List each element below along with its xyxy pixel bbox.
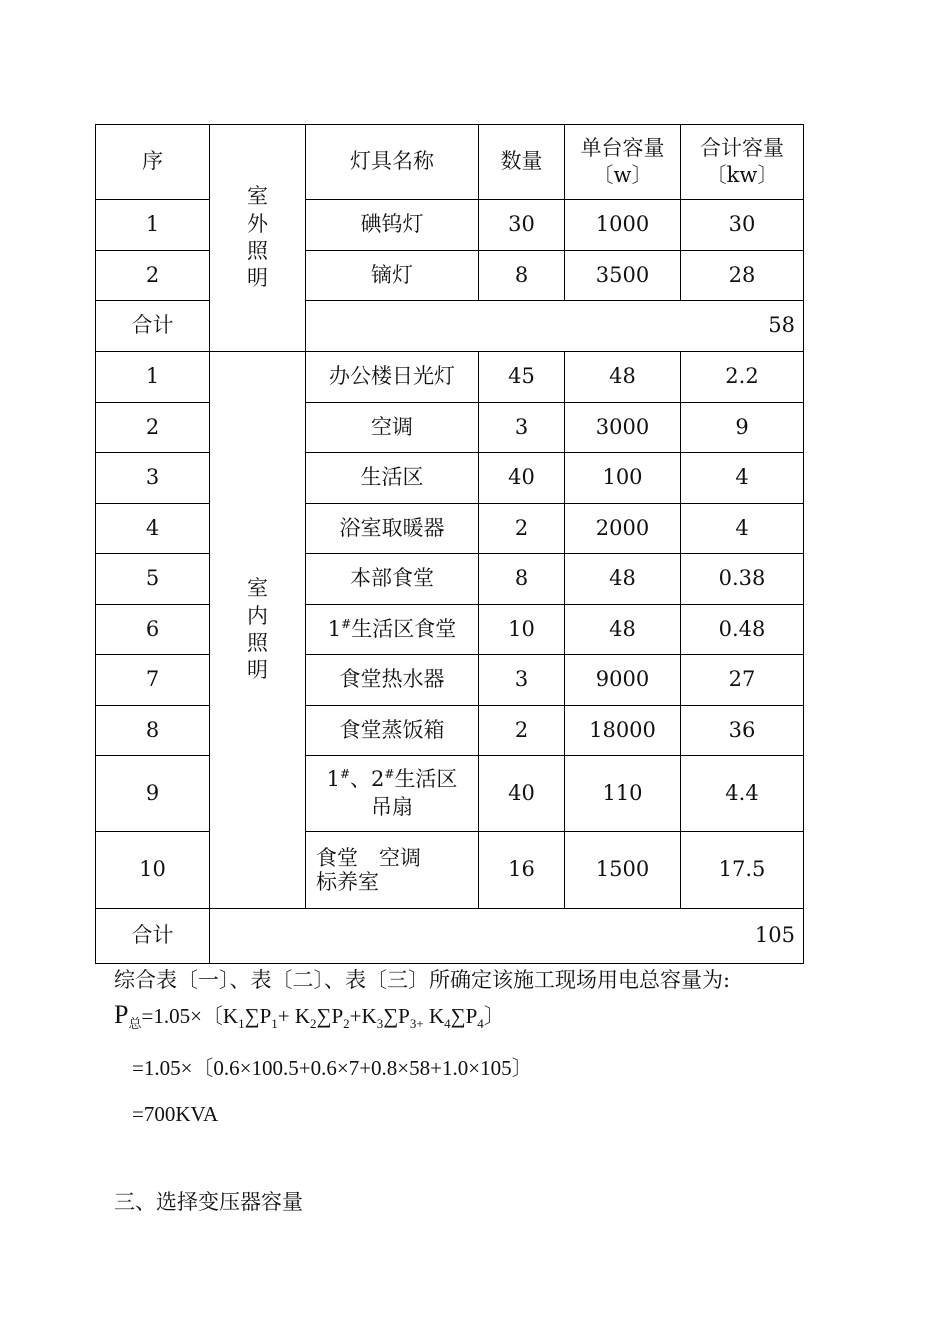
header-quantity: 数量 — [479, 125, 565, 200]
cell-name: 生活区 — [306, 453, 479, 504]
subtotal-label: 合计 — [96, 301, 210, 352]
cell-unit: 48 — [565, 554, 681, 605]
cell-seq: 1 — [96, 352, 210, 403]
cell-seq: 1 — [96, 200, 210, 251]
table-row — [96, 706, 804, 756]
section-heading: 三、选择变压器容量 — [114, 1190, 303, 1214]
table-row — [96, 251, 804, 301]
formula-line-2: =1.05×〔0.6×100.5+0.6×7+0.8×58+1.0×105〕 — [132, 1056, 533, 1080]
cell-qty: 8 — [479, 554, 565, 605]
cell-qty: 3 — [479, 655, 565, 706]
table-row — [96, 453, 804, 504]
table-row — [96, 655, 804, 706]
cell-total: 30 — [681, 200, 804, 251]
cell-unit: 9000 — [565, 655, 681, 706]
category-outdoor-lighting: 室 外 照 明 — [210, 125, 306, 352]
header-seq: 序 — [96, 125, 210, 200]
cell-unit: 3000 — [565, 403, 681, 453]
cell-name: 本部食堂 — [306, 554, 479, 605]
cell-unit: 100 — [565, 453, 681, 504]
cell-total: 0.48 — [681, 605, 804, 655]
header-unit-capacity: 单台容量 〔w〕 — [565, 125, 681, 200]
cell-name: 食堂 空调 标养室 — [306, 832, 479, 909]
cell-seq: 6 — [96, 605, 210, 655]
cell-seq: 7 — [96, 655, 210, 706]
cell-qty: 40 — [479, 453, 565, 504]
cell-qty: 8 — [479, 251, 565, 301]
cell-qty: 30 — [479, 200, 565, 251]
cell-qty: 40 — [479, 756, 565, 832]
cell-seq: 3 — [96, 453, 210, 504]
cell-unit: 2000 — [565, 504, 681, 554]
cell-seq: 2 — [96, 403, 210, 453]
cell-qty: 10 — [479, 605, 565, 655]
table-row — [96, 605, 804, 655]
cell-seq: 8 — [96, 706, 210, 756]
cell-name: 空调 — [306, 403, 479, 453]
table-row — [96, 200, 804, 251]
table-row — [96, 352, 804, 403]
cell-name: 1#生活区食堂 — [306, 605, 479, 655]
indoor-subtotal-row — [96, 909, 804, 964]
cell-name: 食堂热水器 — [306, 655, 479, 706]
cell-seq: 2 — [96, 251, 210, 301]
cell-seq: 10 — [96, 832, 210, 909]
formula-line-3: =700KVA — [132, 1102, 219, 1126]
cell-total: 2.2 — [681, 352, 804, 403]
table-header-row — [96, 125, 804, 200]
formula-line-1: $P_总=1.05\times$〔$K_1\sum P_1+ K_2\sum P_2+K_3\sum P_{3+}$ $K_4\sum P_4$〕 — [114, 1000, 505, 1032]
table-row — [96, 504, 804, 554]
cell-qty: 16 — [479, 832, 565, 909]
cell-unit: 18000 — [565, 706, 681, 756]
outdoor-subtotal-row — [96, 301, 804, 352]
category-indoor-lighting: 室 内 照 明 — [210, 352, 306, 909]
cell-total: 4 — [681, 453, 804, 504]
cell-unit: 48 — [565, 605, 681, 655]
cell-name: 浴室取暖器 — [306, 504, 479, 554]
cell-seq: 9 — [96, 756, 210, 832]
summary-text: 综合表〔一〕、表〔二〕、表〔三〕所确定该施工现场用电总容量为: — [114, 968, 731, 992]
cell-total: 4.4 — [681, 756, 804, 832]
subtotal-label: 合计 — [96, 909, 210, 964]
lighting-load-table — [95, 124, 804, 964]
table-row — [96, 756, 804, 832]
cell-total: 36 — [681, 706, 804, 756]
header-total-capacity: 合计容量 〔kw〕 — [681, 125, 804, 200]
table-row — [96, 554, 804, 605]
cell-name: 办公楼日光灯 — [306, 352, 479, 403]
cell-total: 9 — [681, 403, 804, 453]
header-lamp-name: 灯具名称 — [306, 125, 479, 200]
cell-unit: 110 — [565, 756, 681, 832]
cell-qty: 2 — [479, 706, 565, 756]
cell-unit: 1500 — [565, 832, 681, 909]
table-row — [96, 832, 804, 909]
cell-name: 1#、2#生活区 吊扇 — [306, 756, 479, 832]
cell-unit: 3500 — [565, 251, 681, 301]
cell-unit: 48 — [565, 352, 681, 403]
cell-total: 28 — [681, 251, 804, 301]
cell-total: 27 — [681, 655, 804, 706]
cell-name: 镝灯 — [306, 251, 479, 301]
cell-total: 4 — [681, 504, 804, 554]
table-row — [96, 403, 804, 453]
subtotal-value: 105 — [210, 909, 804, 964]
cell-qty: 3 — [479, 403, 565, 453]
cell-total: 17.5 — [681, 832, 804, 909]
cell-total: 0.38 — [681, 554, 804, 605]
cell-qty: 45 — [479, 352, 565, 403]
cell-name: 碘钨灯 — [306, 200, 479, 251]
cell-seq: 5 — [96, 554, 210, 605]
cell-unit: 1000 — [565, 200, 681, 251]
cell-name: 食堂蒸饭箱 — [306, 706, 479, 756]
subtotal-value: 58 — [306, 301, 804, 352]
cell-seq: 4 — [96, 504, 210, 554]
cell-qty: 2 — [479, 504, 565, 554]
